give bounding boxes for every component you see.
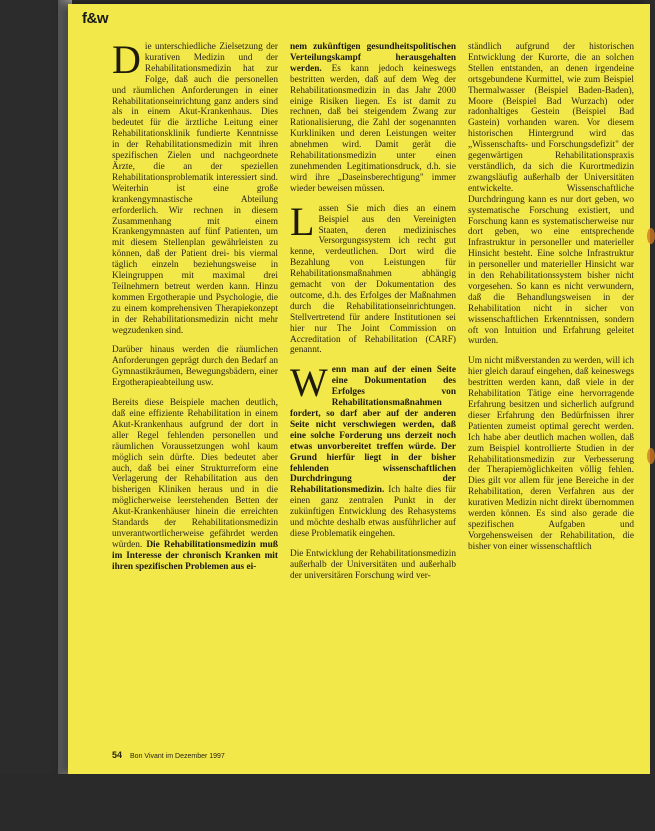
page-footer [112,750,225,760]
column-1 [112,42,278,742]
paragraph: Die Entwicklung der Rehabilitationsmedizin außerhalb der Universitäten und außerhalb der universitären Forschung wird ver- [290,548,456,581]
drop-cap: L [290,198,315,244]
paragraph [112,398,278,573]
bold-text: nem zukünftigen gesundheitspolitischen Verteilungskampf herausgehalten werden. [290,42,456,74]
page-number: 54 [112,750,123,760]
paragraph: Darüber hinaus werden die räumlichen Anforderungen geprägt durch den Bedarf an Gymnastikräumen, Bewegungsbädern, einer Ergotherapieabteilung usw. [112,345,278,389]
paragraph-text: Es kann jedoch keineswegs bestritten werden, daß auf dem Weg der Rehabilitationsmedizin in das Jahr 2000 einige Risiken liegen. Es ist damit zu rechnen, daß bei steigendem Zwang zur Rationalisierung, die Zahl der sogenannten Kurkliniken und deren Leistungen weiter abnehmen wird. Damit gerät die Rehabilitationsmedizin unter einen zunehmenden Legitimationsdruck, d.h. sie wird ihre „Daseinsberechtigung" immer wieder beweisen müssen. [290,63,456,194]
drop-cap: D [112,42,141,82]
paragraph [290,360,456,540]
paragraph [112,42,278,336]
column-3 [468,42,634,742]
paragraph-text: Ich halte dies für einen ganz zentralen Punkt in der zukünftigen Entwicklung des Rehasystems und möchte deshalb etwas ausführlicher auf diese Problematik eingehen. [290,485,456,539]
paragraph-text: Bereits diese Beispiele machen deutlich, daß eine effiziente Rehabilitation in einem Akut-Krankenhaus aufgrund der dort in aller Regel fehlenden personellen und räumlichen Voraussetzungen wohl kaum möglich sein dürfte. Dies bedeutet aber auch, daß bei einer Strukturreform eine Verlagerung der Rehabilitation aus den bisherigen Kliniken heraus und in die möglicherweise leerstehenden Betten der Akut-Krankenhäuser hinein die erreichten Standards der Rehabilitationsmedizin unverantwortlicherweise gefährdet werden würden. [112,398,278,550]
bold-text: enn man auf der einen Seite eine Dokumentation des Erfolges von Rehabilitationsmaßnahmen fordert, so darf aber auf der anderen Seite nicht verschwiegen werden, daß eine solche Forderung uns derzeit noch etwas unvorbereitet treffen würde. Der Grund hierfür liegt in der bisher fehlenden wissenschaftlichen Durchdringung der Rehabilitationsmedizin. [290,365,456,496]
drop-cap: W [290,360,328,406]
magazine-page [68,4,650,774]
paragraph [290,42,456,195]
paragraph: ständlich aufgrund der historischen Entwicklung der Kurorte, die an solchen Stellen entstanden, an denen irgendeine ortsgebundene Kurmittel, wie zum Beispiel Thermalwasser (Beispiel Baden-Baden), Moore (Beispiel Bad Wurzach) oder radonhaltiges Gestein (Beispiel Bad Gastein) vorhanden waren. Vor diesem historischen Hintergrund wird das „Wissenschafts- und Forschungsdefizit" der gegenwärtigen Rehabilitationspraxis verständlich, da sich die Kurortmedizin zwangsläufig außerhalb der Universitäten entwickelte. Wissenschaftliche Durchdringung kann es nur dort geben, wo systematische Forschung existiert, und Forschung kann es systematischerweise nur dort geben, wo eine entsprechende Infrastruktur in personeller und materieller Hinsicht besteht. Eine solche Infrastruktur in personeller und materieller Hinsicht war in den Rehabilitationssystem bisher nicht vorgesehen. So kann es nicht verwundern, daß die Behandlungsweisen in der Rehabilitation nicht in sicher von wissenschaftlichen Erkenntnissen, sondern oft von Intuition und Erfahrung geleitet wurden. [468,42,634,347]
paragraph-text: ie unterschiedliche Zielsetzung der kurativen Medizin und der Rehabilitationsmedizin hat zur Folge, daß auch die personellen und räumlichen Anforderungen in einer Rehabilitationseinrichtung ganz anders sind als in einem Akut-Krankenhaus. Dies bedeutet für die ärztliche Leitung einer Rehabilitationsklinik fundierte Kenntnisse in der Rehabilitationsmedizin mit ihren spezifischen Zielen und nachgeordnete Ärzte, die an der speziellen Rehabilitationsproblematik interessiert sind. Weiterhin ist eine große krankengymnastische Abteilung erforderlich. Wir rechnen in diesem Zusammenhang mit einem Krankengymnasten auf fünf Patienten, um mit diesem Stellenplan gewährleisten zu können, daß der Patient drei- bis viermal täglich einzeln beziehungsweise in Kleingruppen mit maximal drei Teilnehmern betreut werden kann. Hinzu kommen Ergotherapie und Psychologie, die zu einem komprehensiven Therapiekonzept in der Rehabilitationsmedizin nicht mehr wegzudenken sind. [112,42,278,336]
magazine-logo: f&w [82,10,108,27]
bold-text: Die Rehabilitationsmedizin muß im Interesse der chronisch Kranken mit ihren spezifischen Problemen aus ei- [112,539,278,572]
paragraph: Um nicht mißverstanden zu werden, will ich hier gleich darauf eingehen, daß keineswegs bestritten werden kann, daß viele in der Rehabilitation Tätige eine hervorragende Erfahrung besitzen und sicherlich aufgrund dieser Erfahrung den Bedürfnissen ihrer Patienten zumeist optimal gerecht werden. Ich habe aber deutlich machen wollen, daß zum Beispiel kontrollierte Studien in der Rehabilitationsmedizin zur Verbesserung der Therapiemöglichkeiten völlig fehlen. Dies gilt vor allem für jene Bereiche in der Rehabilitation, deren Verfahren aus der kurativen Medizin nicht direkt übernommen werden können. Es sind also gerade die spezifischen Aufgaben und Vorgehensweisen der Rehabilitation, die bisher von einer wissenschaftlich [468,356,634,552]
bottom-shadow [0,774,655,831]
footer-source: Bon Vivant im Dezember 1997 [130,753,225,760]
column-2 [290,42,456,742]
stain-mark [647,228,655,244]
stain-mark [647,448,655,464]
paragraph-text: assen Sie mich dies an einem Beispiel aus den Vereinigten Staaten, deren medizinisches Versorgungssystem ich recht gut kenne, verdeutlichen. Dort wird die Bezahlung von Leistungen für Rehabilitationsmaßnahmen abhängig gemacht von der Dokumentation des outcome, d.h. des Erfolges der Maßnahmen durch die Rehabilitationseinrichtungen. Stellvertretend für andere Institutionen sei hier nur The Joint Commission on Accreditation of Rehabilitation (CARF) genannt. [290,203,456,356]
paragraph [290,198,456,357]
